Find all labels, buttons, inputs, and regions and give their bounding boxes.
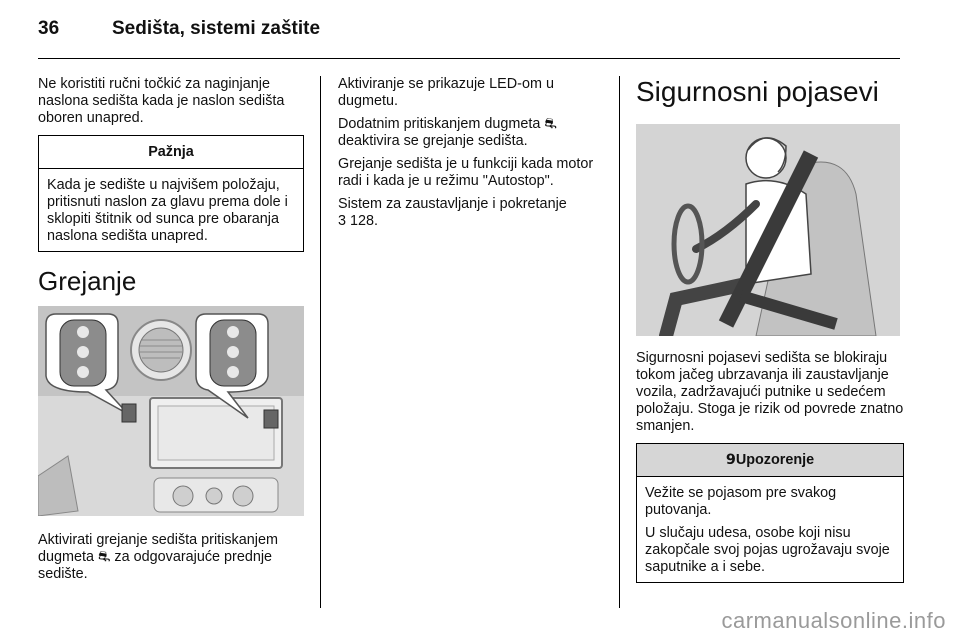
page-header xyxy=(38,18,918,58)
page-number: 36 xyxy=(38,18,60,39)
watermark: carmanualsonline.info xyxy=(721,608,946,633)
intro-paragraph: Ne koristiti ručni točkić za naginjanje naslona sedišta kada je naslon sedišta oboren unapred. xyxy=(38,76,285,126)
warning-header xyxy=(637,444,903,477)
column-2 xyxy=(338,76,600,236)
column-divider-2 xyxy=(619,76,620,608)
deactivate-paragraph: Dodatnim pritiskanjem dugmeta ⛐ deaktivira se grejanje sedišta. xyxy=(338,116,557,149)
caution-box xyxy=(38,135,304,252)
seatbelt-paragraph: Sigurnosni pojasevi sedišta se blokiraju tokom jačeg ubrzavanja ili zaustavljanje vozila, zadržavajući putnike u sedećem položaju. Stoga je rizik od povrede znatno smanjen. xyxy=(636,350,904,434)
dashboard-illustration xyxy=(38,306,304,516)
function-paragraph: Grejanje sedišta je u funkciji kada motor radi i kada je u režimu "Autostop". xyxy=(338,156,594,189)
column-3 xyxy=(636,76,904,583)
warning-triangle-icon: 9 xyxy=(725,452,736,468)
start-stop-text: Sistem za zaustavljanje i pokretanje xyxy=(338,196,567,212)
seatbelt-illustration xyxy=(636,124,900,336)
caution-body: Kada je sedište u najvišem položaju, pritisnuti naslon za glavu prema dole i sklopiti štitnik od sunca pre obaranja naslona sedišta unapred. xyxy=(47,177,288,244)
warning-body xyxy=(637,477,903,582)
led-paragraph: Aktiviranje se prikazuje LED-om u dugmetu. xyxy=(338,76,554,109)
warning-paragraph-1: Vežite se pojasom pre svakog putovanja. xyxy=(645,485,837,518)
warning-title: Upozorenje xyxy=(735,452,815,468)
start-stop-paragraph xyxy=(338,196,600,230)
heating-instruction: Aktivirati grejanje sedišta pritiskanjem dugmeta ⛐ za odgovarajuće prednje sedište. xyxy=(38,532,278,582)
seatbelts-heading: Sigurnosni pojasevi xyxy=(636,76,879,107)
warning-box xyxy=(636,443,904,583)
caution-title: Pažnja xyxy=(39,136,303,169)
column-1 xyxy=(38,76,304,589)
header-divider xyxy=(38,58,900,59)
heating-heading: Grejanje xyxy=(38,266,137,296)
warning-paragraph-2: U slučaju udesa, osobe koji nisu zakopčale svoj pojas ugrožavaju svoje saputnike a i sebe. xyxy=(645,525,890,575)
page-title: Sedišta, sistemi zaštite xyxy=(112,18,321,39)
column-divider-1 xyxy=(320,76,321,608)
driver-seatbelt-drawing xyxy=(636,124,900,336)
page-reference[interactable]: 3 128. xyxy=(338,213,379,229)
seat-heating-buttons-illustration xyxy=(38,306,304,516)
